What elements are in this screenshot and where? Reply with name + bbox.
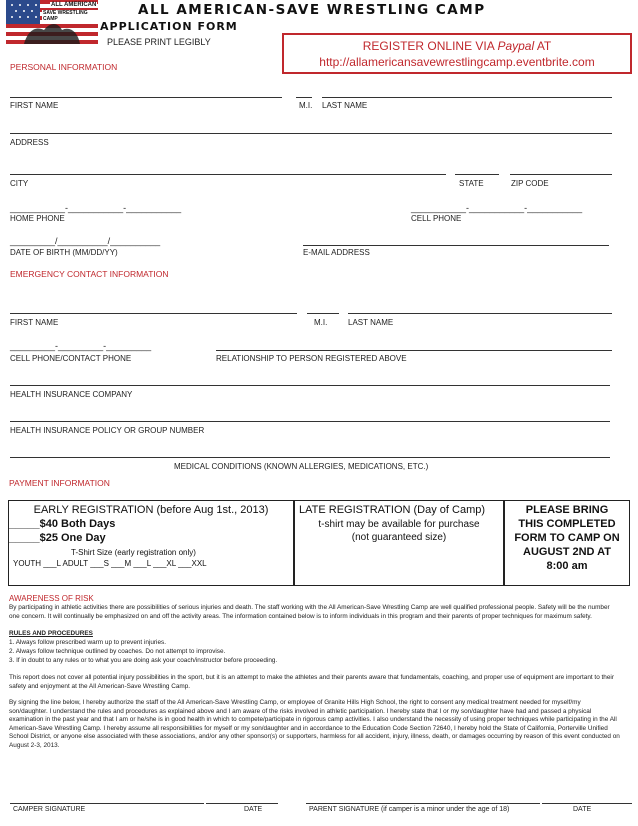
- late-registration-box: [294, 500, 504, 586]
- state-field[interactable]: [455, 174, 499, 175]
- camp-logo: [6, 0, 98, 44]
- ec-mi-label: M.I.: [314, 318, 328, 327]
- insurance-label: HEALTH INSURANCE COMPANY: [10, 390, 133, 399]
- register-online-box: [282, 33, 632, 74]
- policy-label: HEALTH INSURANCE POLICY OR GROUP NUMBER: [10, 426, 205, 435]
- dob-label: DATE OF BIRTH (MM/DD/YY): [10, 248, 118, 257]
- bring-line-3: FORM TO CAMP ON: [514, 532, 620, 544]
- mi-field[interactable]: [296, 97, 312, 98]
- ec-first-name-label: FIRST NAME: [10, 318, 59, 327]
- tshirt-size-label: T-Shirt Size (early registration only): [71, 548, 196, 557]
- risk-heading: AWARENESS OF RISK: [9, 594, 94, 603]
- late-line-1: t-shirt may be available for purchase: [318, 519, 480, 530]
- payment-heading: PAYMENT INFORMATION: [9, 478, 110, 488]
- early-registration-box: [8, 500, 294, 586]
- late-registration-title: LATE REGISTRATION (Day of Camp): [299, 504, 486, 516]
- policy-field[interactable]: [10, 421, 610, 422]
- parent-date-label: DATE: [573, 806, 592, 813]
- ec-last-name-label: LAST NAME: [348, 318, 394, 327]
- late-line-2: (not guaranteed size): [351, 532, 447, 543]
- medical-label: MEDICAL CONDITIONS (KNOWN ALLERGIES, MEDICATIONS, ETC.): [174, 462, 429, 471]
- form-subtitle: APPLICATION FORM: [100, 20, 238, 33]
- camper-signature-label: CAMPER SIGNATURE: [13, 806, 86, 813]
- dob-field[interactable]: _________/__________/__________: [10, 236, 161, 246]
- bring-line-2: THIS COMPLETED: [518, 518, 616, 530]
- camper-date-field[interactable]: [206, 803, 278, 804]
- register-prefix: REGISTER ONLINE VIA: [362, 39, 498, 53]
- risk-paragraph-3: By signing the line below, I hereby authorize the staff of the All American-Save Wrestling Camp, or employee of Granite Hills High School, the right to consent any medical treatment needed for myself/my son/daughter. I understand the rules and procedures as explained above and I am aware of the risks involved in athletic participation. I hereby state that I or my son/daughter have had and passed a physical examination in the past year and that I am or he/she is in good health in which to compete/participate in rigorous camp activities. I also understand the necessity of using proper techniques while participating in the All American-Save Wrestling Camp. I hereby assume all responsibilities for myself or my son/daughter and in accordance to the Education Code Section 72640, I hereby hold the State of California, Porterville Unified School District, or anyone else associated with these associations, and/or any other sponsor(s) or supporters, harmless for all accident, injury, illness, death, or damages occurring by reason of this event conducted on August 2-3, 2013.: [9, 699, 620, 749]
- mi-label: M.I.: [299, 101, 313, 110]
- last-name-label: LAST NAME: [322, 101, 368, 110]
- first-name-field[interactable]: [10, 97, 282, 98]
- address-label: ADDRESS: [10, 138, 49, 147]
- rule-1: 1. Always follow prescribed warm up to prevent injuries.: [9, 639, 166, 646]
- camper-signature-field[interactable]: [10, 803, 204, 804]
- ec-last-name-field[interactable]: [348, 313, 612, 314]
- parent-signature-label: PARENT SIGNATURE (if camper is a minor under the age of 18): [309, 806, 510, 813]
- rule-3: 3. If in doubt to any rules or to what you are doing ask your coach/instructor before proceeding.: [9, 657, 278, 664]
- parent-date-field[interactable]: [542, 803, 632, 804]
- ec-phone-field[interactable]: _________-_________-_________: [10, 341, 152, 351]
- city-label: CITY: [10, 179, 29, 188]
- zip-field[interactable]: [510, 174, 612, 175]
- early-registration-title: EARLY REGISTRATION (before Aug 1st., 2013): [33, 504, 269, 516]
- risk-paragraph-2: This report does not cover all potential injury possibilities in the sport, but it is an attempt to make the athletes and their parents aware that fundamentals, coaching, and proper use of equipment are important to their safety and enjoyment at the All American-Save Wrestling Camp.: [9, 674, 614, 690]
- ec-mi-field[interactable]: [307, 313, 339, 314]
- home-phone-label: HOME PHONE: [10, 214, 65, 223]
- insurance-field[interactable]: [10, 385, 610, 386]
- zip-label: ZIP CODE: [511, 179, 549, 188]
- print-note: PLEASE PRINT LEGIBLY: [107, 37, 211, 47]
- state-label: STATE: [459, 179, 484, 188]
- first-name-label: FIRST NAME: [10, 101, 59, 110]
- camper-date-label: DATE: [244, 806, 263, 813]
- parent-signature-field[interactable]: [306, 803, 540, 804]
- register-online-heading: [284, 39, 630, 53]
- ec-first-name-field[interactable]: [10, 313, 297, 314]
- relationship-field[interactable]: [216, 350, 612, 351]
- both-days-option[interactable]: _____$40 Both Days: [9, 518, 116, 530]
- last-name-field[interactable]: [322, 97, 612, 98]
- email-label: E-MAIL ADDRESS: [303, 248, 370, 257]
- risk-paragraph-1: By participating in athletic activities there are possibilities of serious injuries and death. The staff working with the All American-Save Wrestling Camp are well qualified professional people. Safety will be the number one concern. It will continually be emphasized on and off the activity areas. The information contained below is to inform individuals in this program and their parents of proper techniques for maximum safety.: [9, 604, 610, 620]
- register-paypal: Paypal: [497, 39, 535, 53]
- logo-text-1: ALL AMERICAN: [51, 2, 97, 8]
- register-url-link[interactable]: http://allamericansavewrestlingcamp.eventbrite.com: [319, 55, 595, 69]
- cell-phone-label: CELL PHONE: [411, 214, 462, 223]
- home-phone-field[interactable]: ___________-___________-___________: [10, 203, 182, 213]
- register-suffix: AT: [534, 39, 552, 53]
- page-title: ALL AMERICAN-SAVE WRESTLING CAMP: [138, 2, 486, 18]
- tshirt-size-options[interactable]: YOUTH ___L ADULT ___S ___M ___L ___XL ___XXL: [13, 559, 207, 568]
- ec-cell-label: CELL PHONE/CONTACT PHONE: [10, 354, 132, 363]
- bring-line-4: AUGUST 2ND AT: [523, 546, 611, 558]
- cell-phone-field[interactable]: ___________-___________-___________: [411, 203, 583, 213]
- email-field[interactable]: [303, 245, 609, 246]
- logo-text-2: SAVE WRESTLING CAMP: [42, 10, 98, 22]
- medical-field[interactable]: [10, 457, 610, 458]
- bring-form-box: [504, 500, 630, 586]
- rules-heading: RULES AND PROCEDURES: [9, 630, 93, 637]
- relationship-label: RELATIONSHIP TO PERSON REGISTERED ABOVE: [216, 354, 407, 363]
- emergency-contact-heading: EMERGENCY CONTACT INFORMATION: [10, 269, 169, 279]
- bring-line-1: PLEASE BRING: [525, 504, 609, 516]
- address-field[interactable]: [10, 133, 612, 134]
- rule-2: 2. Always follow technique outlined by coaches. Do not attempt to improvise.: [9, 648, 226, 655]
- bring-line-5: 8:00 am: [546, 560, 588, 572]
- one-day-option[interactable]: _____$25 One Day: [9, 532, 106, 544]
- personal-info-heading: PERSONAL INFORMATION: [10, 62, 118, 72]
- city-field[interactable]: [10, 174, 446, 175]
